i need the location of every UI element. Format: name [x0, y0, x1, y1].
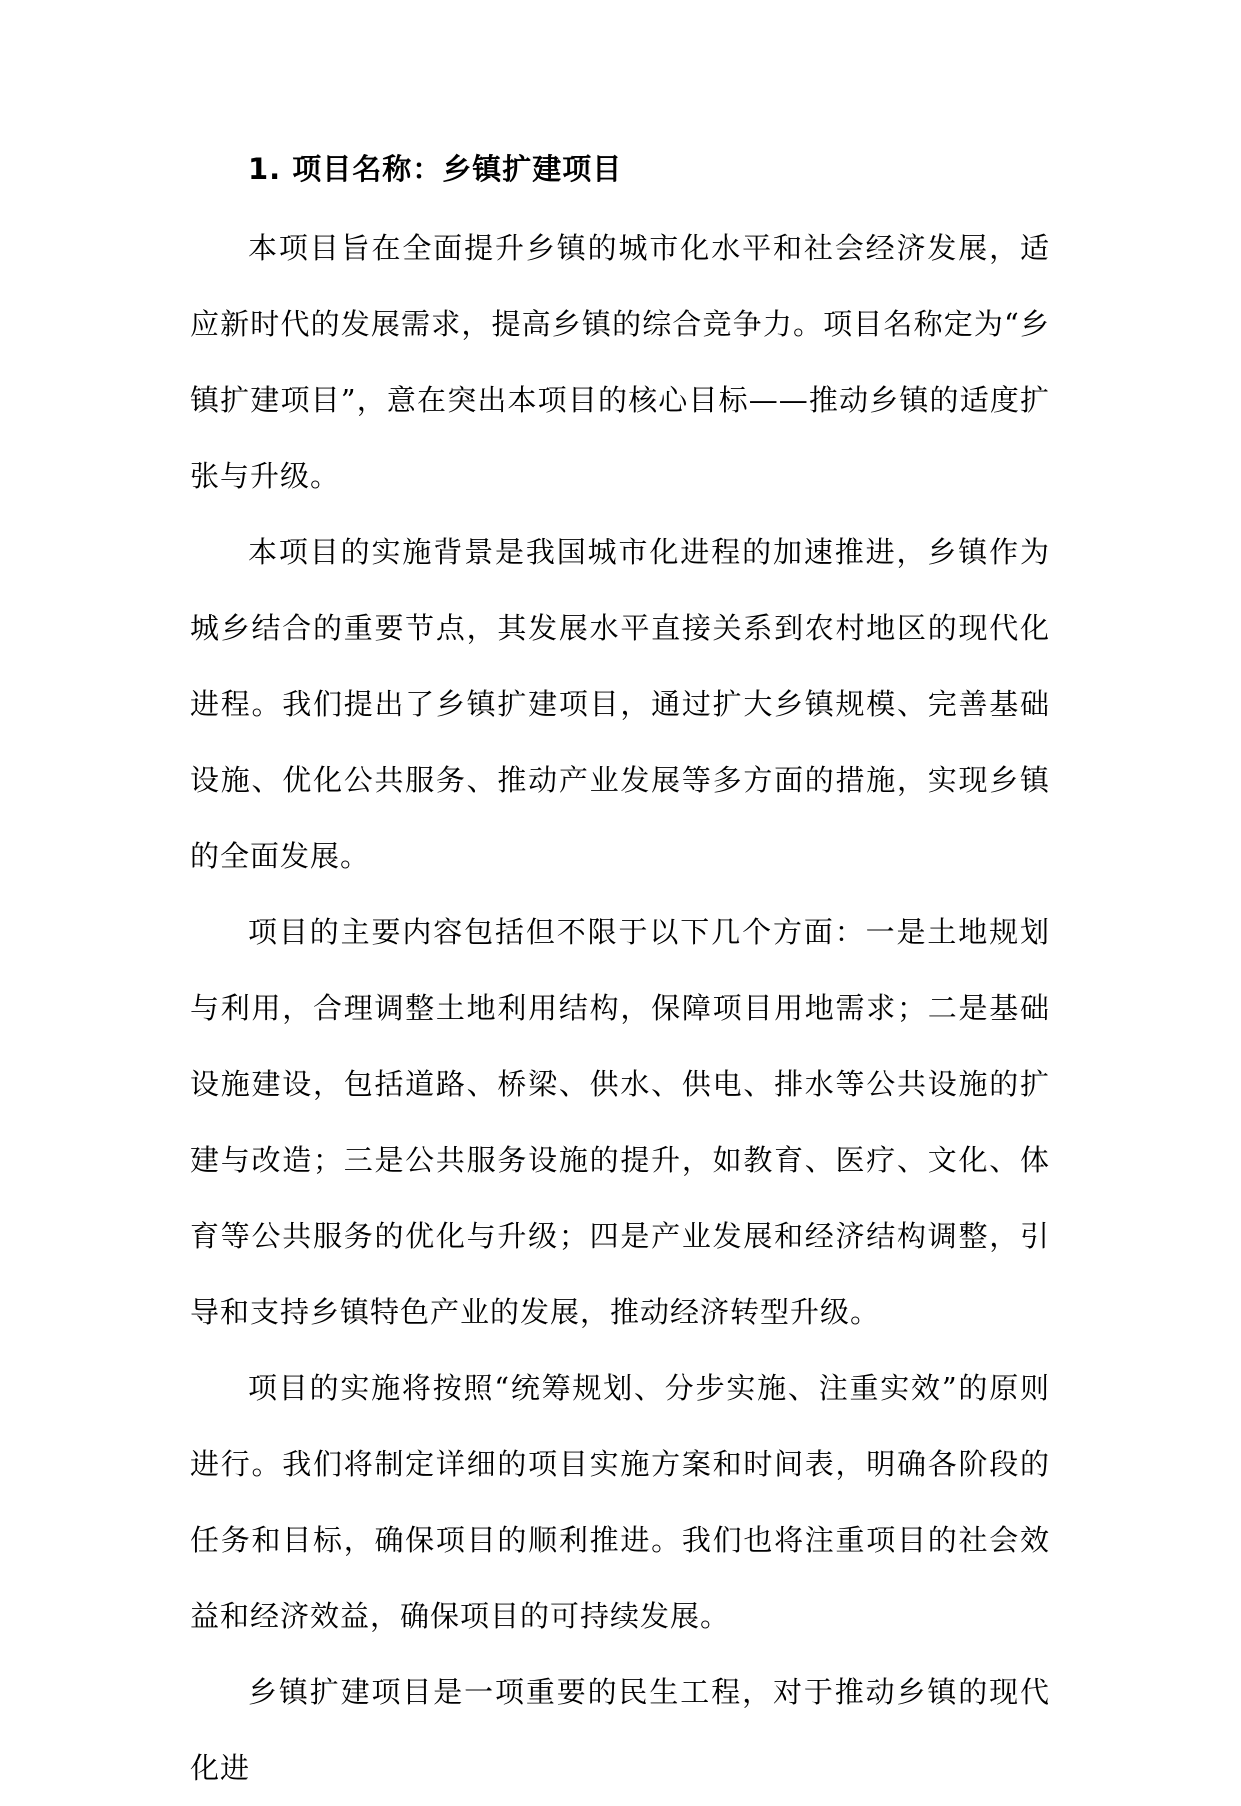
document-body [190, 136, 1050, 1806]
paragraph-significance: 乡镇扩建项目是一项重要的民生工程，对于推动乡镇的现代化进 [190, 1675, 1050, 1785]
section-heading: 1. 项目名称：乡镇扩建项目 [248, 152, 623, 186]
paragraph-intro: 本项目旨在全面提升乡镇的城市化水平和社会经济发展，适应新时代的发展需求，提高乡镇的综合竞争力。项目名称定为“乡镇扩建项目”，意在突出本项目的核心目标——推动乡镇的适度扩张与升级。 [190, 231, 1050, 493]
paragraph-background: 本项目的实施背景是我国城市化进程的加速推进，乡镇作为城乡结合的重要节点，其发展水平直接关系到农村地区的现代化进程。我们提出了乡镇扩建项目，通过扩大乡镇规模、完善基础设施、优化公共服务、推动产业发展等多方面的措施，实现乡镇的全面发展。 [190, 535, 1050, 873]
paragraph-main-content: 项目的主要内容包括但不限于以下几个方面：一是土地规划与利用，合理调整土地利用结构，保障项目用地需求；二是基础设施建设，包括道路、桥梁、供水、供电、排水等公共设施的扩建与改造；三是公共服务设施的提升，如教育、医疗、文化、体育等公共服务的优化与升级；四是产业发展和经济结构调整，引导和支持乡镇特色产业的发展，推动经济转型升级。 [190, 915, 1050, 1329]
paragraph-implementation: 项目的实施将按照“统筹规划、分步实施、注重实效”的原则进行。我们将制定详细的项目实施方案和时间表，明确各阶段的任务和目标，确保项目的顺利推进。我们也将注重项目的社会效益和经济效益，确保项目的可持续发展。 [190, 1371, 1050, 1633]
